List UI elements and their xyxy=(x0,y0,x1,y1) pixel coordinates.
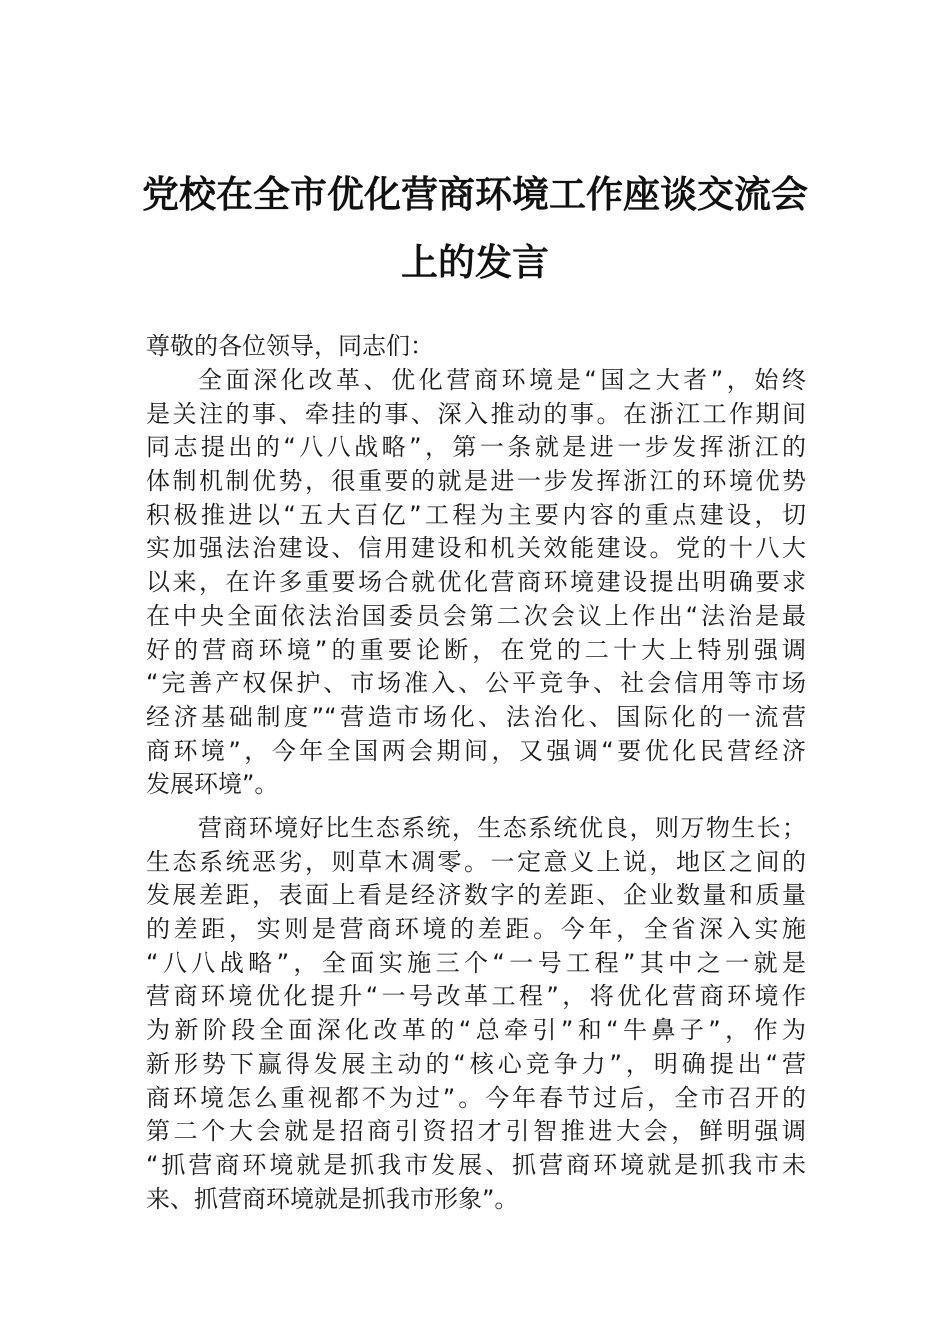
paragraph-line: 以来，在许多重要场合就优化营商环境建设提出明确要求 xyxy=(146,568,806,597)
paragraph-line: 营商环境优化提升“一号改革工程”，将优化营商环境作 xyxy=(146,982,806,1011)
paragraph-line: 实加强法治建设、信用建设和机关效能建设。党的十八大 xyxy=(146,534,806,563)
paragraph-line: “完善产权保护、市场准入、公平竞争、社会信用等市场 xyxy=(146,669,806,698)
paragraph-line: 发展环境”。 xyxy=(146,770,279,799)
paragraph-line: 商环境怎么重视都不为过”。今年春节过后，全市召开的 xyxy=(146,1083,806,1112)
paragraph-line: “抓营商环境就是抓我市发展、抓营商环境就是抓我市未 xyxy=(146,1150,806,1179)
document-title-line-2: 上的发言 xyxy=(401,240,549,284)
paragraph-line: 商环境”，今年全国两会期间，又强调“要优化民营经济 xyxy=(146,736,806,765)
paragraph-line: 生态系统恶劣，则草木凋零。一定意义上说，地区之间的 xyxy=(146,847,806,876)
paragraph-line: 发展差距，表面上看是经济数字的差距、企业数量和质量 xyxy=(146,881,806,910)
document-title-line-1: 党校在全市优化营商环境工作座谈交流会 xyxy=(142,172,808,216)
paragraph-line: 营商环境好比生态系统，生态系统优良，则万物生长； xyxy=(198,814,806,842)
paragraph-line: 积极推进以“五大百亿”工程为主要内容的重点建设，切 xyxy=(146,500,806,529)
salutation: 尊敬的各位领导，同志们： xyxy=(146,332,434,360)
paragraph-line: 的差距，实则是营商环境的差距。今年，全省深入实施 xyxy=(146,915,806,944)
paragraph-line: 全面深化改革、优化营商环境是“国之大者”，始终 xyxy=(198,366,806,394)
paragraph-line: 经济基础制度”“营造市场化、法治化、国际化的一流营 xyxy=(146,702,806,731)
paragraph-line: “八八战略”，全面实施三个“一号工程”其中之一就是 xyxy=(146,948,806,977)
paragraph-line: 在中央全面依法治国委员会第二次会议上作出“法治是最 xyxy=(146,601,806,630)
paragraph-line: 新形势下赢得发展主动的“核心竞争力”，明确提出“营 xyxy=(146,1049,806,1078)
paragraph-line: 好的营商环境”的重要论断，在党的二十大上特别强调 xyxy=(146,635,806,664)
paragraph-line: 第二个大会就是招商引资招才引智推进大会，鲜明强调 xyxy=(146,1117,806,1146)
paragraph-1 xyxy=(146,364,806,802)
paragraph-line: 同志提出的“八八战略”，第一条就是进一步发挥浙江的 xyxy=(146,433,806,462)
paragraph-line: 是关注的事、牵挂的事、深入推动的事。在浙江工作期间 xyxy=(146,399,806,428)
paragraph-2 xyxy=(146,812,806,1216)
paragraph-line: 为新阶段全面深化改革的“总牵引”和“牛鼻子”，作为 xyxy=(146,1016,806,1045)
paragraph-line: 体制机制优势，很重要的就是进一步发挥浙江的环境优势 xyxy=(146,467,806,496)
paragraph-line: 来、抓营商环境就是抓我市形象”。 xyxy=(146,1184,519,1213)
